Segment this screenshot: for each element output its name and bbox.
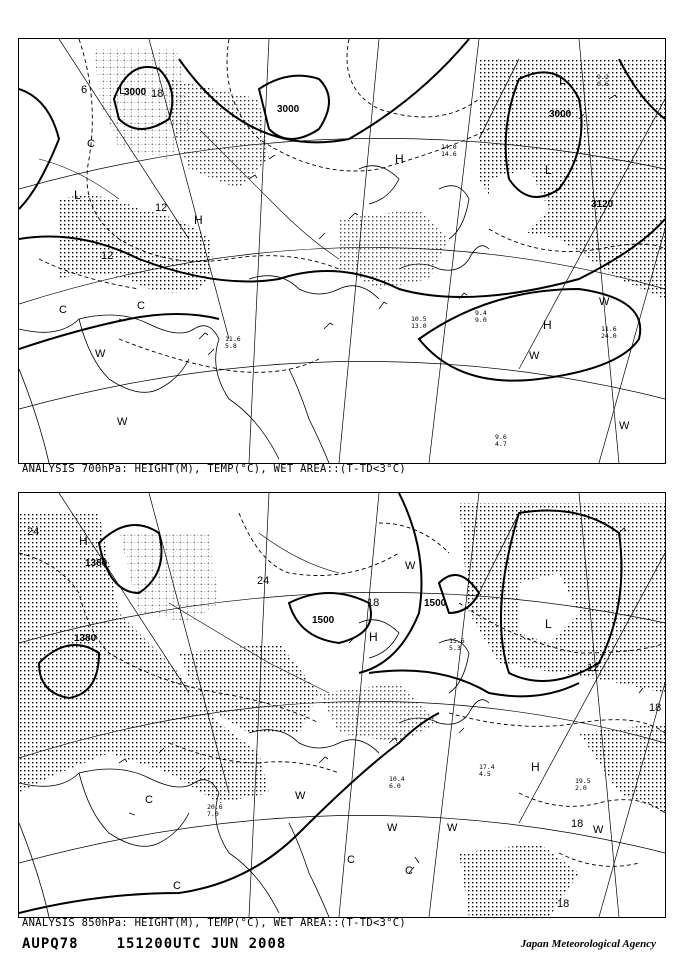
cold-region-symbol: C xyxy=(59,304,67,316)
height-label: 3000 xyxy=(549,109,572,120)
isotherm-label: 18 xyxy=(571,818,584,830)
cold-region-symbol: C xyxy=(347,854,355,866)
height-label: 1380 xyxy=(85,558,108,569)
svg-text:5.3: 5.3 xyxy=(449,644,461,652)
svg-text:6.0: 6.0 xyxy=(389,782,401,790)
isotherm-label: 12 xyxy=(587,662,600,674)
isotherm-label: 24 xyxy=(257,575,270,587)
analysis-850hpa-panel xyxy=(18,492,666,918)
wet-area-700 xyxy=(59,49,665,299)
station-observation xyxy=(495,433,507,448)
svg-text:13.0: 13.0 xyxy=(411,322,427,330)
agency-name: Japan Meteorological Agency xyxy=(520,938,656,950)
warm-region-symbol: W xyxy=(405,560,416,572)
svg-text:7.0: 7.0 xyxy=(207,810,219,818)
high-center-symbol: H xyxy=(369,630,378,644)
svg-text:14.0: 14.0 xyxy=(441,143,457,151)
isotherm-label: 18 xyxy=(367,597,380,609)
map-850hpa xyxy=(19,493,665,917)
wet-area-850 xyxy=(19,503,665,917)
svg-text:17.4: 17.4 xyxy=(479,763,495,771)
svg-text:9.0: 9.0 xyxy=(475,316,487,324)
station-observation xyxy=(441,143,457,158)
warm-region-symbol: W xyxy=(447,822,458,834)
warm-region-symbol: W xyxy=(295,790,306,802)
analysis-700hpa-panel xyxy=(18,38,666,464)
svg-text:0.6: 0.6 xyxy=(597,80,609,88)
svg-text:15.6: 15.6 xyxy=(449,637,465,645)
isotherm-label: 12 xyxy=(101,250,114,262)
low-center-symbol: L xyxy=(119,83,126,97)
station-observation xyxy=(479,763,495,778)
warm-region-symbol: W xyxy=(593,824,604,836)
cold-region-symbol: C xyxy=(145,794,153,806)
height-label: 3000 xyxy=(277,104,300,115)
warm-region-symbol: W xyxy=(619,420,630,432)
station-observation xyxy=(597,73,609,88)
svg-text:11.6: 11.6 xyxy=(601,325,617,333)
cold-region-symbol: C xyxy=(137,300,145,312)
station-observation xyxy=(575,777,591,792)
svg-text:9.6: 9.6 xyxy=(495,433,507,441)
svg-text:9.4: 9.4 xyxy=(475,309,487,317)
height-label: 1380 xyxy=(74,633,97,644)
warm-region-symbol: W xyxy=(117,416,128,428)
panel-caption-850hpa: ANALYSIS 850hPa: HEIGHT(M), TEMP(°C), WET AREA::(T-TD<3°C) xyxy=(22,917,407,929)
svg-text:19.5: 19.5 xyxy=(575,777,591,785)
station-observation xyxy=(225,335,241,350)
high-center-symbol: H xyxy=(194,213,203,227)
station-observation xyxy=(449,637,465,652)
height-label: 1500 xyxy=(312,615,335,626)
station-observation xyxy=(207,803,223,818)
map-700hpa xyxy=(19,39,665,463)
high-center-symbol: H xyxy=(79,534,88,548)
isotherm-label: 18 xyxy=(649,702,662,714)
isotherm-label: 24 xyxy=(27,526,40,538)
height-label: 3000 xyxy=(124,87,147,98)
station-observation xyxy=(389,775,405,790)
cold-region-symbol: C xyxy=(173,880,181,892)
svg-text:2.0: 2.0 xyxy=(575,784,587,792)
warm-region-symbol: W xyxy=(599,296,610,308)
station-observation xyxy=(601,325,617,340)
low-center-symbol: L xyxy=(559,73,566,87)
high-center-symbol: H xyxy=(531,760,540,774)
station-observation xyxy=(411,315,427,330)
cold-region-symbol: C xyxy=(87,138,95,150)
low-center-symbol: L xyxy=(74,188,81,202)
height-label: 3120 xyxy=(591,199,614,210)
isotherm-label: 18 xyxy=(151,88,164,100)
svg-text:11.6: 11.6 xyxy=(225,335,241,343)
svg-text:4.7: 4.7 xyxy=(495,440,507,448)
svg-text:20.6: 20.6 xyxy=(207,803,223,811)
valid-time: 151200UTC JUN 2008 xyxy=(116,936,287,952)
svg-text:9.2: 9.2 xyxy=(597,73,609,81)
low-center-symbol: L xyxy=(545,163,552,177)
cold-region-symbol: C xyxy=(405,865,413,877)
warm-region-symbol: W xyxy=(95,348,106,360)
low-center-symbol: L xyxy=(545,617,552,631)
panel-caption-700hpa: ANALYSIS 700hPa: HEIGHT(M), TEMP(°C), WET AREA::(T-TD<3°C) xyxy=(22,463,407,475)
isotherm-label: 18 xyxy=(557,898,570,910)
svg-text:24.0: 24.0 xyxy=(601,332,617,340)
svg-text:14.6: 14.6 xyxy=(441,150,457,158)
high-center-symbol: H xyxy=(395,152,404,166)
height-label: 1500 xyxy=(424,598,447,609)
product-code: AUPQ78 xyxy=(22,936,79,952)
isotherm-label: 12 xyxy=(155,202,168,214)
chart-identifier xyxy=(22,936,286,952)
isotherm-label: 6 xyxy=(81,84,88,96)
svg-text:10.5: 10.5 xyxy=(411,315,427,323)
warm-region-symbol: W xyxy=(529,350,540,362)
svg-text:4.5: 4.5 xyxy=(479,770,491,778)
svg-text:10.4: 10.4 xyxy=(389,775,405,783)
svg-text:5.8: 5.8 xyxy=(225,342,237,350)
warm-region-symbol: W xyxy=(387,822,398,834)
station-observation xyxy=(475,309,487,324)
high-center-symbol: H xyxy=(543,318,552,332)
